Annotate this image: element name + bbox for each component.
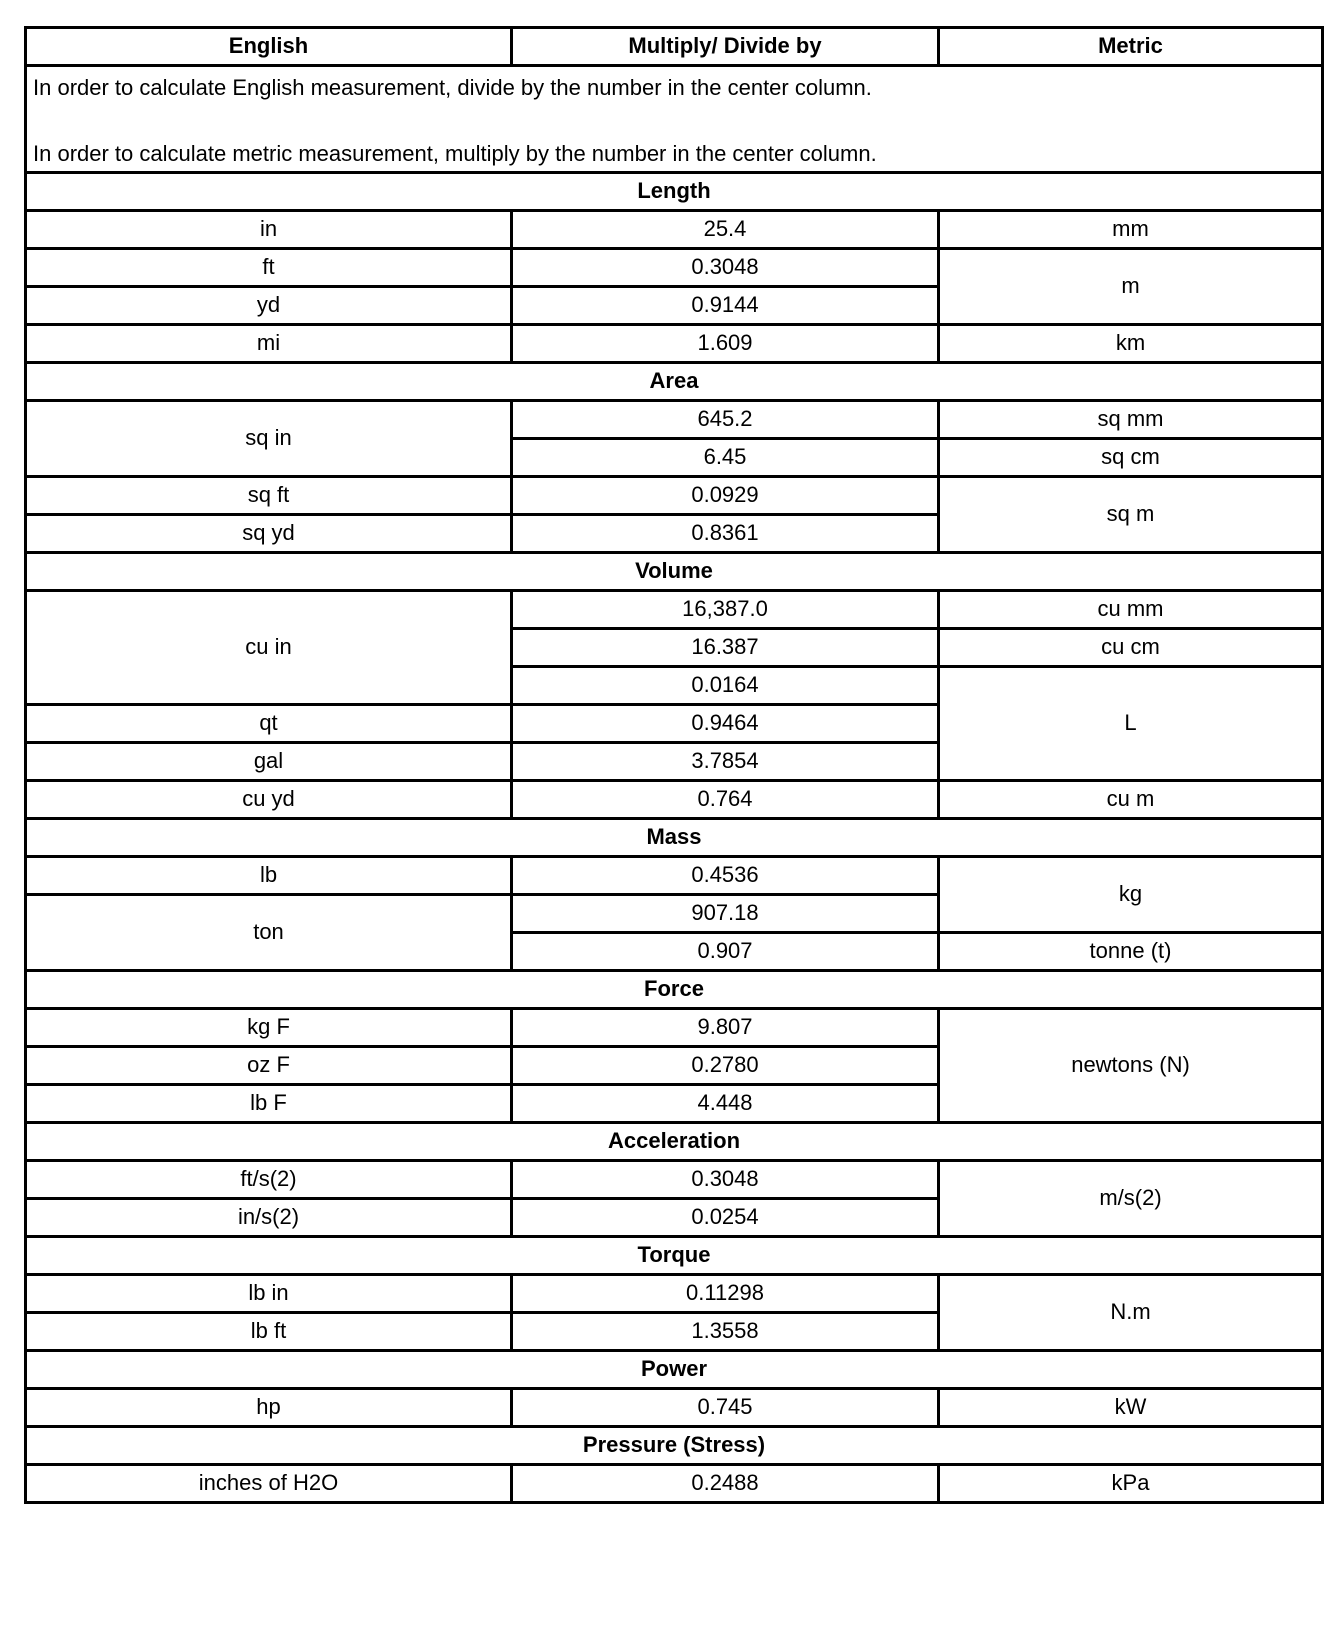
english-unit: mi (26, 325, 512, 363)
instructions-cell (26, 66, 1323, 173)
factor-value: 25.4 (512, 211, 939, 249)
factor-value: 0.2780 (512, 1047, 939, 1085)
english-unit: lb ft (26, 1313, 512, 1351)
factor-value: 4.448 (512, 1085, 939, 1123)
header-english: English (26, 28, 512, 66)
table-row (26, 781, 1323, 819)
factor-value: 0.9144 (512, 287, 939, 325)
english-unit: ton (26, 895, 512, 971)
factor-value: 16,387.0 (512, 591, 939, 629)
english-unit: kg F (26, 1009, 512, 1047)
table-row (26, 249, 1323, 287)
factor-value: 0.0254 (512, 1199, 939, 1237)
english-unit: ft/s(2) (26, 1161, 512, 1199)
table-row (26, 1009, 1323, 1047)
factor-value: 6.45 (512, 439, 939, 477)
metric-unit: km (939, 325, 1323, 363)
factor-value: 0.907 (512, 933, 939, 971)
metric-unit: sq m (939, 477, 1323, 553)
section-title-mass: Mass (26, 819, 1323, 857)
metric-unit: kg (939, 857, 1323, 933)
metric-unit: kPa (939, 1465, 1323, 1503)
factor-value: 0.3048 (512, 249, 939, 287)
table-row (26, 1465, 1323, 1503)
section-title-area: Area (26, 363, 1323, 401)
metric-unit: mm (939, 211, 1323, 249)
section-row-power (26, 1351, 1323, 1389)
metric-unit: kW (939, 1389, 1323, 1427)
metric-unit: sq cm (939, 439, 1323, 477)
english-unit: lb in (26, 1275, 512, 1313)
section-title-pressure: Pressure (Stress) (26, 1427, 1323, 1465)
factor-value: 16.387 (512, 629, 939, 667)
section-title-length: Length (26, 173, 1323, 211)
english-unit: sq ft (26, 477, 512, 515)
header-factor: Multiply/ Divide by (512, 28, 939, 66)
table-row (26, 477, 1323, 515)
instruction-metric: In order to calculate metric measurement, multiply by the number in the center column. (33, 141, 877, 166)
factor-value: 0.4536 (512, 857, 939, 895)
table-row (26, 211, 1323, 249)
metric-unit: cu mm (939, 591, 1323, 629)
english-unit: in (26, 211, 512, 249)
factor-value: 9.807 (512, 1009, 939, 1047)
english-unit: cu in (26, 591, 512, 705)
section-title-force: Force (26, 971, 1323, 1009)
english-unit: ft (26, 249, 512, 287)
section-row-area (26, 363, 1323, 401)
english-unit: sq in (26, 401, 512, 477)
table-row (26, 857, 1323, 895)
english-unit: inches of H2O (26, 1465, 512, 1503)
factor-value: 0.0929 (512, 477, 939, 515)
factor-value: 1.609 (512, 325, 939, 363)
section-row-length (26, 173, 1323, 211)
section-title-torque: Torque (26, 1237, 1323, 1275)
english-unit: sq yd (26, 515, 512, 553)
section-title-power: Power (26, 1351, 1323, 1389)
english-unit: oz F (26, 1047, 512, 1085)
english-unit: qt (26, 705, 512, 743)
factor-value: 0.3048 (512, 1161, 939, 1199)
factor-value: 3.7854 (512, 743, 939, 781)
factor-value: 1.3558 (512, 1313, 939, 1351)
metric-unit: m (939, 249, 1323, 325)
english-unit: yd (26, 287, 512, 325)
factor-value: 645.2 (512, 401, 939, 439)
metric-unit: sq mm (939, 401, 1323, 439)
section-row-mass (26, 819, 1323, 857)
table-row (26, 401, 1323, 439)
english-unit: hp (26, 1389, 512, 1427)
factor-value: 0.0164 (512, 667, 939, 705)
metric-unit: tonne (t) (939, 933, 1323, 971)
english-unit: in/s(2) (26, 1199, 512, 1237)
factor-value: 0.9464 (512, 705, 939, 743)
table-row (26, 591, 1323, 629)
section-row-torque (26, 1237, 1323, 1275)
instruction-english: In order to calculate English measurement, divide by the number in the center column. (33, 75, 872, 100)
metric-unit: newtons (N) (939, 1009, 1323, 1123)
header-row (26, 28, 1323, 66)
metric-unit: L (939, 667, 1323, 781)
table-row (26, 325, 1323, 363)
factor-value: 0.2488 (512, 1465, 939, 1503)
factor-value: 0.11298 (512, 1275, 939, 1313)
factor-value: 0.764 (512, 781, 939, 819)
factor-value: 907.18 (512, 895, 939, 933)
table-row (26, 1161, 1323, 1199)
table-row (26, 1275, 1323, 1313)
metric-unit: cu cm (939, 629, 1323, 667)
instructions-row (26, 66, 1323, 173)
section-title-acceleration: Acceleration (26, 1123, 1323, 1161)
section-title-volume: Volume (26, 553, 1323, 591)
header-metric: Metric (939, 28, 1323, 66)
section-row-volume (26, 553, 1323, 591)
section-row-force (26, 971, 1323, 1009)
english-unit: lb (26, 857, 512, 895)
english-unit: gal (26, 743, 512, 781)
conversion-table (24, 26, 1324, 1504)
english-unit: cu yd (26, 781, 512, 819)
section-row-acceleration (26, 1123, 1323, 1161)
section-row-pressure (26, 1427, 1323, 1465)
table-row (26, 1389, 1323, 1427)
metric-unit: N.m (939, 1275, 1323, 1351)
metric-unit: cu m (939, 781, 1323, 819)
english-unit: lb F (26, 1085, 512, 1123)
metric-unit: m/s(2) (939, 1161, 1323, 1237)
factor-value: 0.745 (512, 1389, 939, 1427)
factor-value: 0.8361 (512, 515, 939, 553)
